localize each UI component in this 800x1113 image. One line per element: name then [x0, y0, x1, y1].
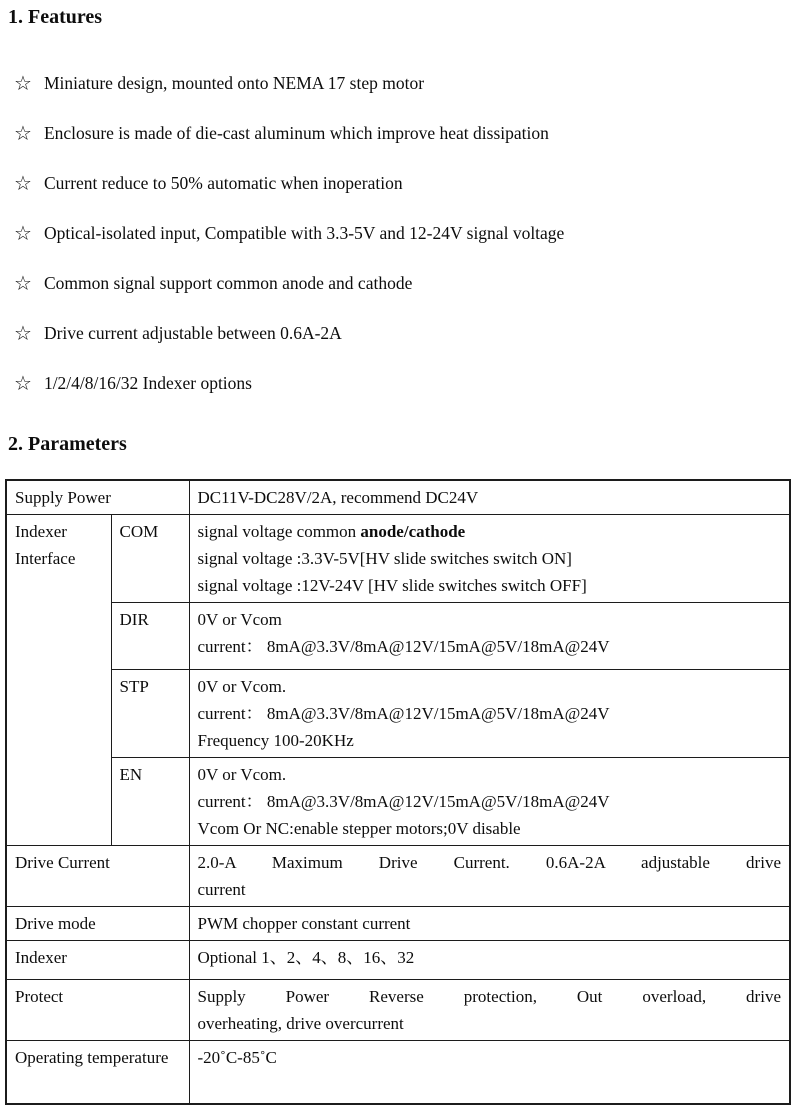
feature-text: 1/2/4/8/16/32 Indexer options	[43, 372, 252, 393]
table-row-drive-current	[6, 846, 790, 907]
com-line-3: signal voltage :12V-24V [HV slide switches switch OFF]	[197, 576, 587, 595]
stp-line-3: Frequency 100-20KHz	[197, 731, 354, 750]
feature-text: Common signal support common anode and cathode	[43, 272, 413, 293]
table-row-indexer	[6, 941, 790, 980]
row-value-protect	[189, 980, 790, 1041]
feature-text: Optical-isolated input, Compatible with 3.3-5V and 12-24V signal voltage	[43, 222, 565, 243]
feature-text: Enclosure is made of die-cast aluminum which improve heat dissipation	[43, 122, 549, 143]
star-bullet-icon: ☆	[14, 221, 32, 245]
row-value-com	[189, 515, 790, 603]
row-value-en	[189, 758, 790, 846]
sub-label-com: COM	[111, 515, 189, 603]
row-value-indexer: Optional 1、2、4、8、16、32	[189, 941, 790, 980]
star-bullet-icon: ☆	[14, 121, 32, 145]
star-bullet-icon: ☆	[14, 71, 32, 95]
row-value-drive-current	[189, 846, 790, 907]
en-line-3: Vcom Or NC:enable stepper motors;0V disable	[197, 819, 521, 838]
feature-item	[14, 58, 800, 108]
feature-item	[14, 258, 800, 308]
com-line-2: signal voltage :3.3V-5V[HV slide switches switch ON]	[197, 549, 572, 568]
row-value-drive-mode: PWM chopper constant current	[189, 907, 790, 941]
row-label-supply-power: Supply Power	[6, 480, 189, 515]
table-row-protect	[6, 980, 790, 1041]
feature-item	[14, 358, 800, 408]
dir-line-2: current： 8mA@3.3V/8mA@12V/15mA@5V/18mA@24V	[197, 637, 610, 656]
star-bullet-icon: ☆	[14, 371, 32, 395]
star-bullet-icon: ☆	[14, 171, 32, 195]
parameters-heading: 2. Parameters	[8, 433, 127, 455]
sub-label-stp: STP	[111, 670, 189, 758]
table-row-stp	[6, 670, 790, 758]
group-label-indexer-interface: Indexer Interface	[6, 515, 111, 846]
drive-current-line-2: current	[197, 880, 246, 899]
feature-text: Current reduce to 50% automatic when inoperation	[43, 172, 403, 193]
row-label-indexer: Indexer	[6, 941, 189, 980]
row-label-drive-current: Drive Current	[6, 846, 189, 907]
feature-item	[14, 308, 800, 358]
table-row-drive-mode	[6, 907, 790, 941]
star-bullet-icon: ☆	[14, 271, 32, 295]
dir-line-1: 0V or Vcom	[197, 610, 282, 629]
row-label-drive-mode: Drive mode	[6, 907, 189, 941]
table-row-en	[6, 758, 790, 846]
feature-item	[14, 158, 800, 208]
features-heading: 1. Features	[8, 6, 103, 28]
protect-line-1: Supply Power Reverse protection, Out overload, drive	[197, 987, 781, 1006]
en-line-1: 0V or Vcom.	[197, 765, 287, 784]
row-label-operating-temperature: Operating temperature	[6, 1041, 189, 1104]
table-row-dir	[6, 603, 790, 670]
parameters-table	[5, 479, 791, 1105]
com-line-1-text: signal voltage common	[197, 522, 361, 541]
feature-text: Miniature design, mounted onto NEMA 17 step motor	[43, 72, 425, 93]
row-value-supply-power: DC11V-DC28V/2A, recommend DC24V	[189, 480, 790, 515]
feature-text: Drive current adjustable between 0.6A-2A	[43, 322, 342, 343]
table-row-operating-temperature	[6, 1041, 790, 1104]
stp-line-1: 0V or Vcom.	[197, 677, 287, 696]
features-list	[14, 58, 800, 408]
feature-item	[14, 108, 800, 158]
table-row-supply-power	[6, 480, 790, 515]
sub-label-en: EN	[111, 758, 189, 846]
row-value-stp	[189, 670, 790, 758]
row-value-operating-temperature: -20˚C-85˚C	[189, 1041, 790, 1104]
com-line-1	[198, 518, 782, 545]
drive-current-line-1: 2.0-A Maximum Drive Current. 0.6A-2A adjustable drive	[197, 853, 781, 872]
row-value-dir	[189, 603, 790, 670]
com-line-1-bold-text: anode/cathode	[360, 522, 466, 541]
star-bullet-icon: ☆	[14, 321, 32, 345]
sub-label-dir: DIR	[111, 603, 189, 670]
en-line-2: current： 8mA@3.3V/8mA@12V/15mA@5V/18mA@24V	[197, 792, 610, 811]
protect-line-2: overheating, drive overcurrent	[197, 1014, 404, 1033]
stp-line-2: current： 8mA@3.3V/8mA@12V/15mA@5V/18mA@24V	[197, 704, 610, 723]
table-row-com	[6, 515, 790, 603]
feature-item	[14, 208, 800, 258]
row-label-protect: Protect	[6, 980, 189, 1041]
